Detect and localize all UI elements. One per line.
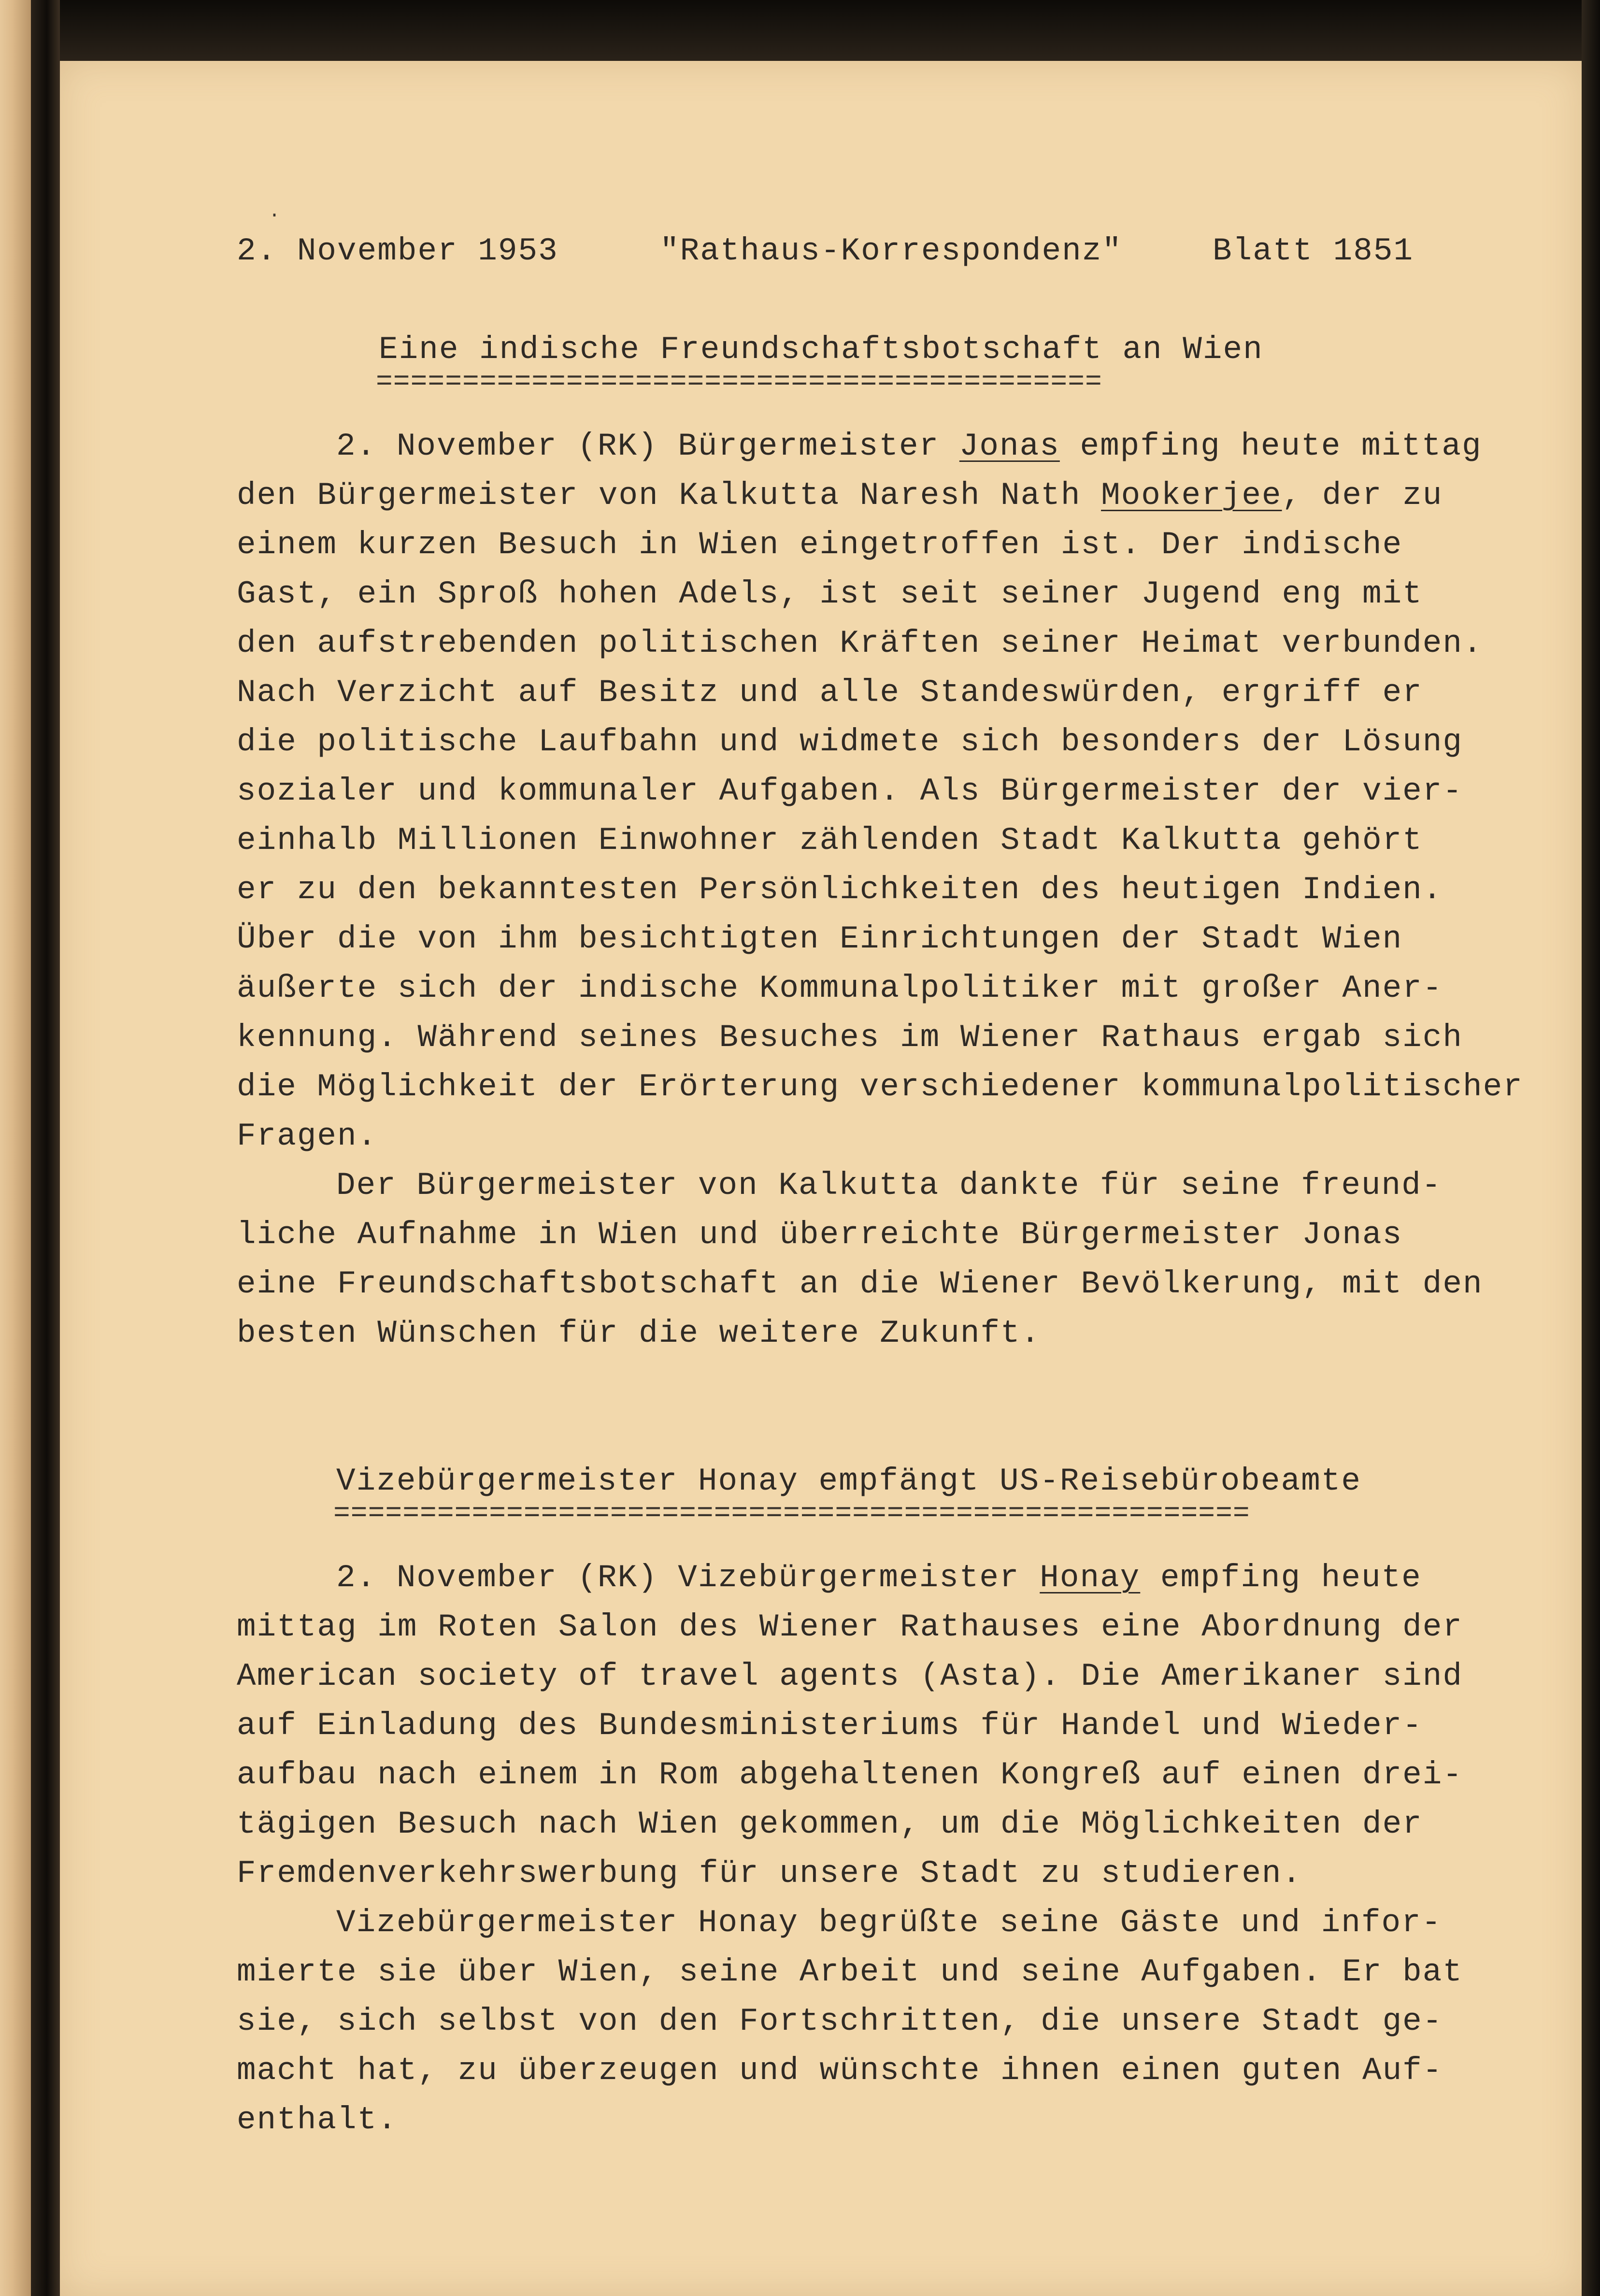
- article2-title: Vizebürgermeister Honay empfängt US-Reisebürobeamte: [336, 1463, 1361, 1499]
- body-line: besten Wünschen für die weitere Zukunft.: [237, 1315, 1041, 1351]
- book-binding: [0, 0, 31, 2296]
- body-line: sie, sich selbst von den Fortschritten, die unsere Stadt ge-: [237, 2003, 1443, 2039]
- body-line: Vizebürgermeister Honay begrüßte seine Gäste und infor-: [336, 1905, 1442, 1941]
- body-line: Über die von ihm besichtigten Einrichtungen der Stadt Wien: [237, 921, 1403, 957]
- body-line: sozialer und kommunaler Aufgaben. Als Bürgermeister der vier-: [237, 773, 1463, 809]
- scan-border-right: [1582, 0, 1600, 2296]
- line-segment: empfing heute: [1140, 1560, 1422, 1596]
- body-line: [336, 1559, 1422, 1597]
- body-line: äußerte sich der indische Kommunalpolitiker mit großer Aner-: [237, 970, 1443, 1006]
- body-line: liche Aufnahme in Wien und überreichte Bürgermeister Jonas: [237, 1217, 1403, 1253]
- body-line: einhalb Millionen Einwohner zählenden Stadt Kalkutta gehört: [237, 822, 1423, 859]
- body-line: die Möglichkeit der Erörterung verschiedener kommunalpolitischer: [237, 1069, 1523, 1105]
- body-line: aufbau nach einem in Rom abgehaltenen Kongreß auf einen drei-: [237, 1757, 1463, 1793]
- header-sheet-number: Blatt 1851: [1213, 233, 1414, 269]
- article1-title: Eine indische Freundschaftsbotschaft an Wien: [379, 331, 1263, 368]
- underlined-name: Honay: [1040, 1560, 1141, 1596]
- body-line: [237, 476, 1443, 515]
- body-line: Fragen.: [237, 1118, 378, 1154]
- body-line: die politische Laufbahn und widmete sich besonders der Lösung: [237, 724, 1463, 760]
- body-line: Der Bürgermeister von Kalkutta dankte für seine freund-: [336, 1167, 1442, 1204]
- body-line: American society of travel agents (Asta). Die Amerikaner sind: [237, 1658, 1463, 1694]
- line-segment: den Bürgermeister von Kalkutta Naresh Nath: [237, 477, 1101, 514]
- body-line: auf Einladung des Bundesministeriums für Handel und Wieder-: [237, 1708, 1423, 1744]
- line-segment: empfing heute mittag: [1059, 428, 1482, 464]
- scan-border-top: [60, 0, 1582, 61]
- body-line: mittag im Roten Salon des Wiener Rathauses eine Abordnung der: [237, 1609, 1463, 1645]
- body-line: kennung. Während seines Besuches im Wiener Rathaus ergab sich: [237, 1019, 1463, 1056]
- body-line: eine Freundschaftsbotschaft an die Wiener Bevölkerung, mit den: [237, 1266, 1483, 1302]
- article1-title-underline: ==========================================: [376, 373, 1102, 392]
- body-line: Gast, ein Sproß hohen Adels, ist seit seiner Jugend eng mit: [237, 576, 1423, 612]
- underlined-name: Jonas: [959, 428, 1060, 464]
- body-line: [336, 427, 1482, 466]
- body-line: tägigen Besuch nach Wien gekommen, um die Möglichkeiten der: [237, 1806, 1423, 1842]
- header-publication: "Rathaus-Korrespondenz": [660, 233, 1122, 269]
- underlined-name: Mookerjee: [1101, 477, 1282, 514]
- body-line: Fremdenverkehrswerbung für unsere Stadt zu studieren.: [237, 1855, 1302, 1892]
- page-gutter: [31, 0, 60, 2296]
- body-line: den aufstrebenden politischen Kräften seiner Heimat verbunden.: [237, 625, 1483, 661]
- article2-title-underline: =====================================================: [333, 1505, 1250, 1524]
- body-line: einem kurzen Besuch in Wien eingetroffen ist. Der indische: [237, 527, 1403, 563]
- body-line: Nach Verzicht auf Besitz und alle Standeswürden, ergriff er: [237, 674, 1423, 711]
- body-line: macht hat, zu überzeugen und wünschte ihnen einen guten Auf-: [237, 2052, 1443, 2089]
- body-line: enthalt.: [237, 2102, 398, 2138]
- line-segment: , der zu: [1282, 477, 1443, 514]
- line-segment: 2. November (RK) Vizebürgermeister: [336, 1560, 1040, 1596]
- body-line: er zu den bekanntesten Persönlichkeiten des heutigen Indien.: [237, 872, 1443, 908]
- ink-speck: .: [269, 201, 281, 223]
- line-segment: 2. November (RK) Bürgermeister: [336, 428, 959, 464]
- header-date: 2. November 1953: [237, 233, 558, 269]
- body-line: mierte sie über Wien, seine Arbeit und seine Aufgaben. Er bat: [237, 1954, 1463, 1990]
